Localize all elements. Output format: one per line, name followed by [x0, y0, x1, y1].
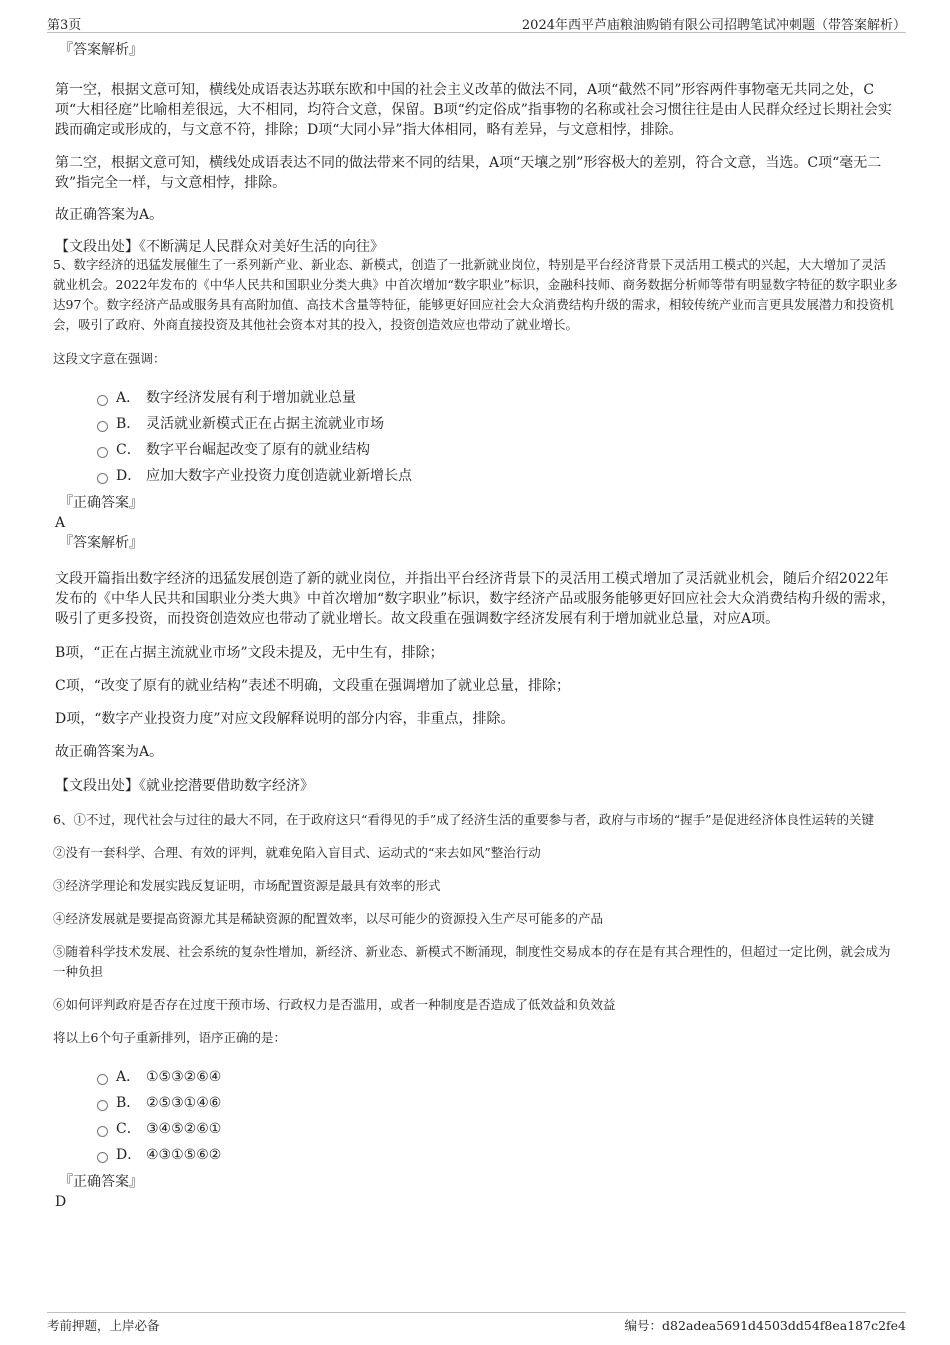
q4-analysis-title: 『答案解析』 — [59, 42, 143, 58]
q4-analysis-conclusion: 故正确答案为A。 — [55, 207, 164, 223]
q6-option-b[interactable]: B． ②⑤③①④⑥ — [97, 1090, 898, 1116]
radio-icon[interactable] — [97, 473, 108, 484]
radio-icon[interactable] — [97, 1152, 108, 1163]
q6-sentence-4: ④经济发展就是要提高资源尤其是稀缺资源的配置效率，以尽可能少的资源投入生产尽可能多的产品 — [53, 911, 604, 926]
q6-option-c[interactable]: C． ③④⑤②⑥① — [97, 1116, 898, 1142]
q5-option-c[interactable]: C． 数字平台崛起改变了原有的就业结构 — [97, 437, 898, 463]
document-id: 编号：d82adea5691d4503dd54f8ea187c2fe4 — [624, 1318, 906, 1333]
q6-answer: D — [55, 1194, 67, 1210]
q6-sentence-1: 6、①不过，现代社会与过往的最大不同，在于政府这只“看得见的手”成了经济生活的重要参与者，政府与市场的“握手”是促进经济体良性运转的关键 — [53, 812, 875, 827]
radio-icon[interactable] — [97, 1126, 108, 1137]
q4-analysis-para-2: 第二空，根据文意可知，横线处成语表达不同的做法带来不同的结果，A项“天壤之别”形容极大的差别，符合文意，当选。C项“毫无二致”指完全一样，与文意相悖，排除。 — [55, 155, 882, 191]
q6-sentence-5: ⑤随着科学技术发展、社会系统的复杂性增加，新经济、新业态、新模式不断涌现，制度性交易成本的存在是有其合理性的，但超过一定比例，就会成为一种负担 — [53, 944, 891, 979]
q5-options — [55, 385, 898, 489]
q5-option-b[interactable]: B． 灵活就业新模式正在占据主流就业市场 — [97, 411, 898, 437]
q5-analysis-para-1: 文段开篇指出数字经济的迅猛发展创造了新的就业岗位，并指出平台经济背景下的灵活用工模式增加了灵活就业机会，随后介绍2022年发布的《中华人民共和国职业分类大典》中首次增加“数字职业”标识，数字经济产品或服务能够更好回应社会大众消费结构升级的需求，吸引了更多投资，而投资创造效应也带动了就业增长。故文段重在强调数字经济发展有利于增加就业总量，对应A项。 — [55, 571, 896, 627]
document-title: 2024年西平芦庙粮油购销有限公司招聘笔试冲刺题（带答案解析） — [521, 18, 906, 33]
q5-option-a[interactable]: A． 数字经济发展有利于增加就业总量 — [97, 385, 898, 411]
radio-icon[interactable] — [97, 395, 108, 406]
radio-icon[interactable] — [97, 447, 108, 458]
q5-question: 这段文字意在强调： — [53, 351, 166, 366]
q6-sentence-2: ②没有一套科学、合理、有效的评判，就难免陷入盲目式、运动式的“来去如风”整治行动 — [53, 845, 541, 860]
q5-analysis-c: C项，“改变了原有的就业结构”表述不明确，文段重在强调增加了就业总量，排除； — [55, 678, 571, 694]
q5-answer: A — [55, 515, 66, 531]
q5-analysis-d: D项，“数字产业投资力度”对应文段解释说明的部分内容，非重点，排除。 — [55, 711, 515, 727]
q6-sentence-6: ⑥如何评判政府是否存在过度干预市场、行政权力是否滥用，或者一种制度是否造成了低效益和负效益 — [53, 997, 616, 1012]
q6-option-d[interactable]: D． ④③①⑤⑥② — [97, 1142, 898, 1168]
radio-icon[interactable] — [97, 421, 108, 432]
q6-options — [55, 1064, 898, 1168]
q5-source: 【文段出处】《就业挖潜要借助数字经济》 — [55, 778, 314, 794]
q6-option-a[interactable]: A． ①⑤③②⑥④ — [97, 1064, 898, 1090]
radio-icon[interactable] — [97, 1074, 108, 1085]
page-header — [47, 12, 906, 33]
q5-option-d[interactable]: D． 应加大数字产业投资力度创造就业新增长点 — [97, 463, 898, 489]
main-content — [55, 40, 898, 1212]
radio-icon[interactable] — [97, 1100, 108, 1111]
footer-slogan: 考前押题，上岸必备 — [47, 1318, 160, 1333]
page-footer — [47, 1312, 906, 1336]
q5-analysis-b: B项，“正在占据主流就业市场”文段未提及，无中生有，排除； — [55, 645, 444, 661]
q6-sentence-3: ③经济学理论和发展实践反复证明，市场配置资源是最具有效率的形式 — [53, 878, 441, 893]
q5-analysis-title: 『答案解析』 — [59, 535, 143, 551]
page-number: 第3页 — [47, 18, 82, 33]
q6-question: 将以上6个句子重新排列，语序正确的是： — [53, 1030, 286, 1045]
q4-analysis-para-1: 第一空，根据文意可知，横线处成语表达苏联东欧和中国的社会主义改革的做法不同，A项“截然不同”形容两件事物毫无共同之处，C项“大相径庭”比喻相差很远，大不相同，均符合文意，保留。B项“约定俗成”指事物的名称或社会习惯往往是由人民群众经过长期社会实践而确定或形成的，与文意不符，排除；D项“大同小异”指大体相同，略有差异，与文意相悖，排除。 — [55, 82, 892, 138]
q5-answer-title: 『正确答案』 — [59, 495, 143, 511]
q6-answer-title: 『正确答案』 — [59, 1174, 143, 1190]
q5-stem: 5、数字经济的迅猛发展催生了一系列新产业、新业态、新模式，创造了一批新就业岗位，特别是平台经济背景下灵活用工模式的兴起，大大增加了灵活就业机会。2022年发布的《中华人民共和国职业分类大典》中首次增加“数字职业”标识，金融科技师、商务数据分析师等带有明显数字特征的数字职业多达97个。数字经济产品或服务具有高附加值、高技术含量等特征，能够更好回应社会大众消费结构升级的需求，相较传统产业而言更具发展潜力和投资机会，吸引了政府、外商直接投资及其他社会资本对其的投入，投资创造效应也带动了就业增长。 — [53, 257, 898, 332]
q4-source: 【文段出处】《不断满足人民群众对美好生活的向往》 — [55, 239, 384, 255]
q5-analysis-conclusion: 故正确答案为A。 — [55, 744, 164, 760]
